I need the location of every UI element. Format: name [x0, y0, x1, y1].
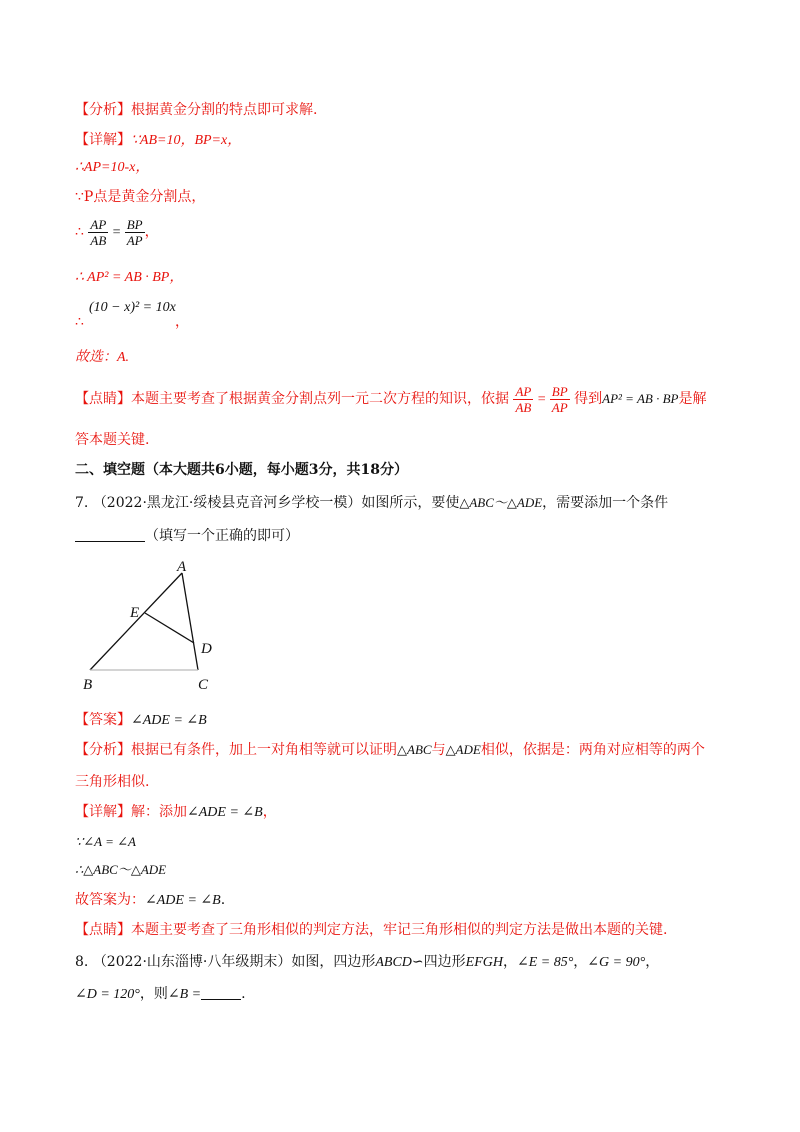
q7-blank-line — [75, 526, 299, 546]
q7-comment: 【点睛】本题主要考查了三角形相似的判定方法，牢记三角形相似的判定方法是做出本题的关键. — [75, 922, 668, 938]
fraction-ap-ab: $\frac{AP}{AB}$ — [515, 383, 532, 415]
q6-detail — [75, 130, 241, 151]
therefore-symbol: ∴ — [75, 224, 84, 240]
comment-equation: AP² = AB · BP — [602, 391, 679, 406]
q8-stem-cont: ∠D = 120°，则∠B = . — [75, 986, 246, 1002]
comment-tag: 【点睛】 — [75, 922, 131, 938]
q6-analysis — [75, 100, 317, 120]
q7-detail: 【详解】解：添加∠ADE = ∠B， — [75, 804, 277, 820]
q6-line3: ∵P点是黄金分割点， — [75, 189, 206, 205]
equation-10x: (10 − x)² = 10x — [89, 300, 176, 315]
question-number: 8. — [75, 954, 89, 970]
triangle-figure — [80, 555, 230, 695]
q7-line-a: ∵∠A = ∠A — [75, 834, 136, 849]
detail-line1: ∵AB=10，BP=x， — [131, 133, 242, 148]
question-number: 7. — [75, 495, 89, 511]
label-c: C — [198, 677, 209, 693]
segment-ac — [182, 573, 198, 670]
q7-stem: 7. （2022·黑龙江·绥棱县克音河乡学校一模）如图所示，要使△ABC～△ADE，需要添加一个条件 — [75, 495, 669, 511]
answer-blank[interactable] — [75, 527, 145, 542]
section-title: 二、填空题（本大题共6小题，每小题3分，共18分） — [75, 462, 408, 478]
similarity-condition: △ABC～△ADE — [459, 495, 543, 510]
segment-ed — [145, 613, 194, 643]
label-a: A — [177, 559, 187, 575]
question-source: （2022·黑龙江·绥棱县克音河乡学校一模）如图所示，要使 — [92, 495, 460, 511]
q6-line2: ∴AP=10-x， — [75, 160, 150, 175]
blank-hint: （填写一个正确的即可） — [145, 528, 299, 544]
answer-value: ∠ADE = ∠B — [131, 713, 207, 728]
q6-comment: 【点睛】本题主要考查了根据黄金分割点列一元二次方程的知识，依据 $\frac{AP}{AB}$ = $\frac{BP}{AP}$ 得到AP² = AB · BP是解 — [75, 383, 707, 415]
fraction-bp-ap: $\frac{BP}{AP}$ — [126, 216, 143, 248]
answer-tag: 【答案】 — [75, 712, 131, 728]
segment-ab — [90, 573, 182, 670]
label-e: E — [130, 605, 140, 621]
fraction-ap-ab: $\frac{AP}{AB}$ — [90, 216, 107, 248]
fraction-bp-ap: $\frac{BP}{AP}$ — [551, 383, 568, 415]
q7-line-b: ∴△ABC～△ADE — [75, 862, 167, 877]
q6-comment-end: 答本题关键. — [75, 432, 150, 448]
analysis-tag: 【分析】 — [75, 102, 131, 118]
analysis-tag: 【分析】 — [75, 742, 131, 758]
analysis-text: 根据黄金分割的特点即可求解. — [131, 102, 318, 118]
q6-line5: ∴ AP² = AB · BP， — [75, 270, 184, 285]
label-d: D — [201, 641, 212, 657]
answer-blank[interactable] — [201, 985, 241, 1000]
q7-final: 故答案为：∠ADE = ∠B. — [75, 892, 226, 908]
q8-stem: 8. （2022·山东淄博·八年级期末）如图，四边形ABCD∽四边形EFGH，∠E = 85°，∠G = 90°， — [75, 954, 660, 970]
q7-analysis-end: 三角形相似. — [75, 774, 150, 790]
q6-line4: ∴ $\frac{AP}{AB}$ = $\frac{BP}{AP}$ ， — [75, 216, 159, 248]
q7-answer — [75, 710, 207, 731]
comment-tag: 【点睛】 — [75, 391, 131, 407]
q7-analysis: 【分析】根据已有条件，加上一对角相等就可以证明△ABC与△ADE相似，依据是：两角对应相等的两个 — [75, 742, 705, 758]
label-b: B — [83, 677, 93, 693]
q6-answer: 故选：A. — [75, 350, 130, 365]
detail-tag: 【详解】 — [75, 804, 131, 820]
therefore-symbol: ∴ — [75, 314, 84, 330]
detail-tag: 【详解】 — [75, 132, 131, 148]
